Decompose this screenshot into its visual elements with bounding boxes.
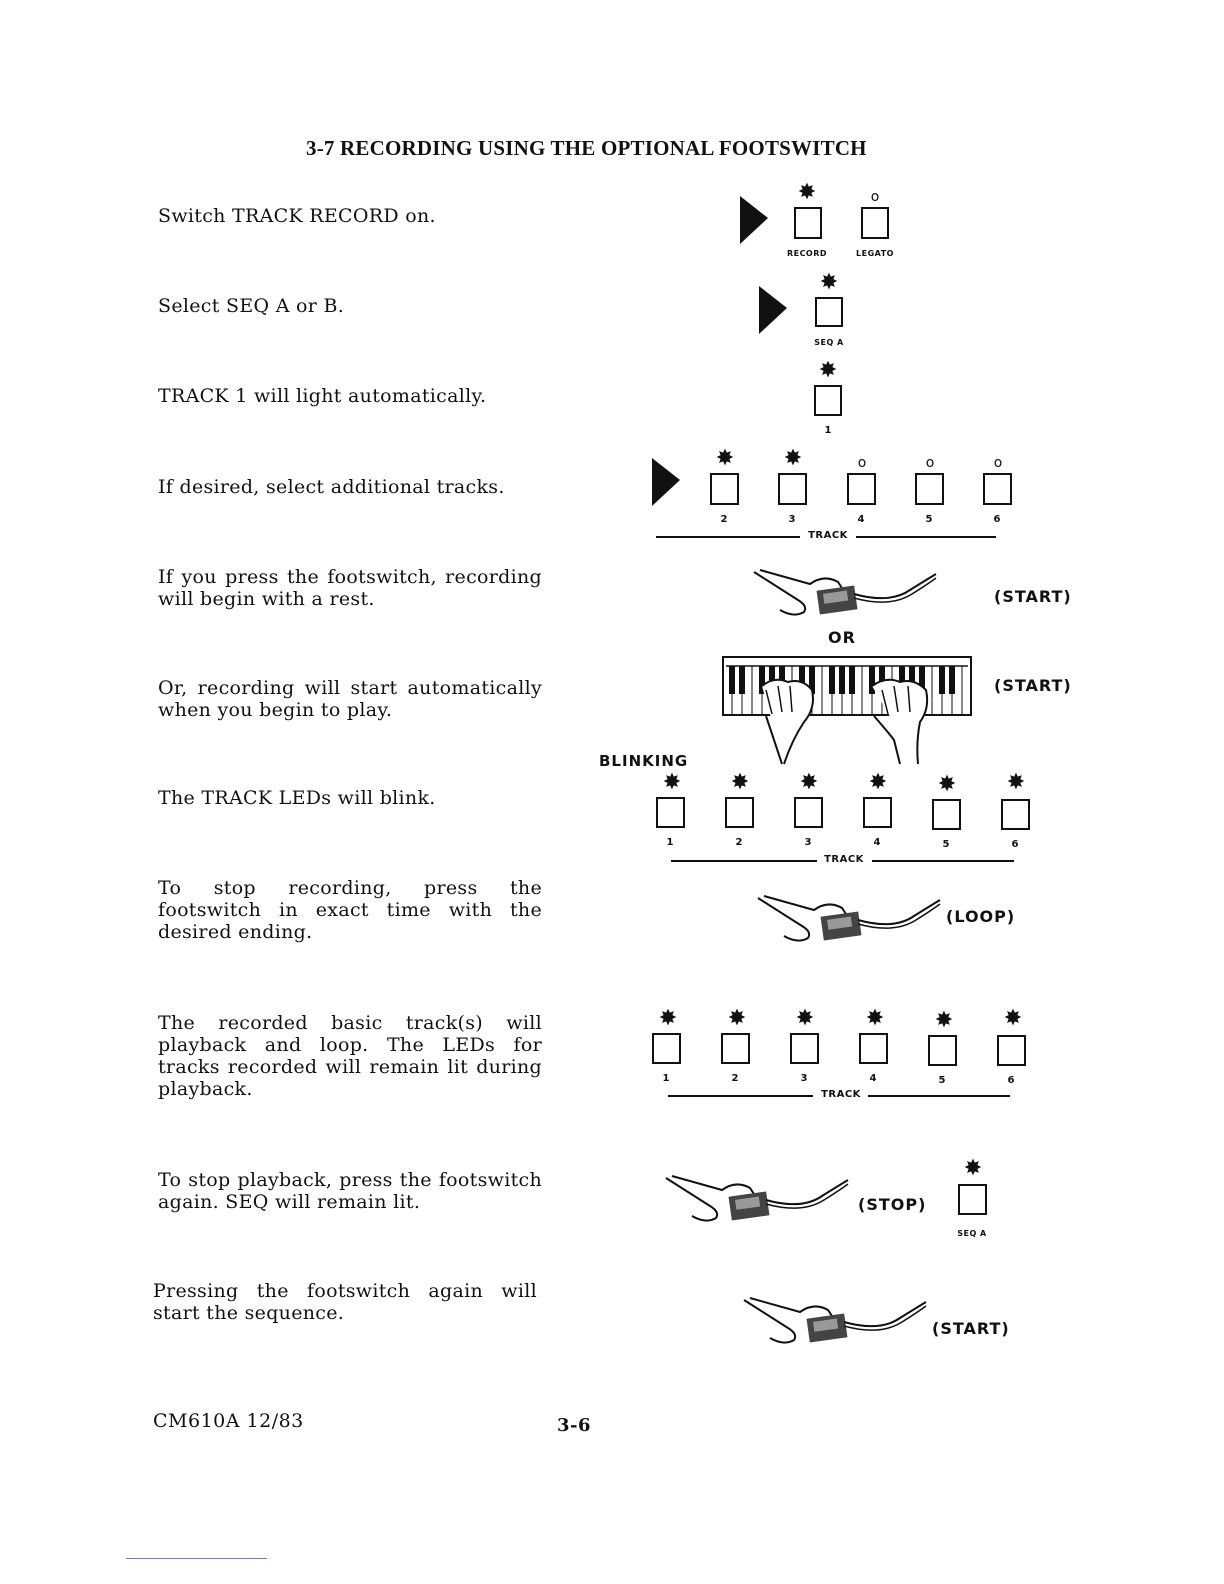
pointer-arrow-icon [650,456,682,508]
track-rule-left [656,536,800,538]
track-4-led: ✸ [865,1006,885,1031]
seq-a-label: SEQ A [814,338,844,347]
start-label: (START) [932,1319,1010,1338]
track-1-led: ✸ [818,358,838,383]
track-3-led: ✸ [795,1006,815,1031]
step-select-seq: Select SEQ A or B. [158,295,345,317]
track-6-button[interactable] [1001,799,1030,830]
track-5-led: o [925,455,935,471]
track-number: 3 [788,514,796,525]
track-2-led: ✸ [727,1006,747,1031]
track-rule-left [668,1095,813,1097]
footswitch-icon [754,890,944,950]
seq-a-led: ✸ [819,270,839,295]
track-number: 4 [857,514,865,525]
seq-a-button[interactable] [958,1184,987,1215]
page-title: 3-7 RECORDING USING THE OPTIONAL FOOTSWITCH [306,136,867,160]
seq-a-label: SEQ A [957,1229,987,1238]
track-1-button[interactable] [656,797,685,828]
track-5-button[interactable] [932,799,961,830]
track-number: 3 [804,837,812,848]
step-start-playing: Or, recording will start automatically when you begin to play. [158,677,542,721]
blinking-label: BLINKING [599,752,689,770]
track-3-button[interactable] [794,797,823,828]
legato-led: o [870,189,880,205]
pointer-arrow-icon [738,194,770,246]
document-id: CM610A 12/83 [153,1410,304,1432]
track-rule-left [671,860,817,862]
track-number: 2 [720,514,728,525]
track-number: 1 [662,1073,670,1084]
track-4-led: ✸ [868,770,888,795]
track-4-led: o [857,455,867,471]
track-5-led: ✸ [937,772,957,797]
track-number: 6 [1011,839,1019,850]
track-number: 1 [824,425,832,436]
step-stop-playback: To stop playback, press the footswitch again. SEQ will remain lit. [158,1169,542,1213]
start-label: (START) [994,676,1072,695]
pointer-arrow-icon [757,284,789,336]
step-footswitch-rest: If you press the footswitch, recording will begin with a rest. [158,566,542,610]
track-number: 3 [800,1073,808,1084]
step-playback-loop: The recorded basic track(s) will playback and loop. The LEDs for tracks recorded will remain lit during playback. [158,1012,542,1100]
keyboard-hands-icon [722,656,974,768]
step-track1-lights: TRACK 1 will light automatically. [158,385,487,407]
footswitch-icon [662,1170,852,1230]
track-number: 5 [942,839,950,850]
track-2-button[interactable] [725,797,754,828]
track-3-button[interactable] [778,473,807,505]
track-2-button[interactable] [721,1033,750,1064]
track-4-button[interactable] [847,473,876,505]
track-number: 1 [666,837,674,848]
legato-button[interactable] [861,207,889,239]
track-1-led: ✸ [662,770,682,795]
track-number: 2 [735,837,743,848]
page-number: 3-6 [557,1415,592,1436]
track-rule-right [868,1095,1010,1097]
footswitch-icon [740,1292,930,1352]
track-6-led: ✸ [1006,770,1026,795]
track-number: 6 [993,514,1001,525]
track-3-button[interactable] [790,1033,819,1064]
track-6-led: o [993,455,1003,471]
step-restart-sequence: Pressing the footswitch again will start the sequence. [153,1280,537,1324]
track-4-button[interactable] [859,1033,888,1064]
or-label: OR [828,628,856,647]
track-rule-right [856,536,996,538]
track-number: 5 [938,1075,946,1086]
track-label: TRACK [821,1089,861,1100]
track-label: TRACK [824,854,864,865]
track-3-led: ✸ [799,770,819,795]
track-3-led: ✸ [783,446,803,471]
track-number: 6 [1007,1075,1015,1086]
seq-a-led: ✸ [963,1156,983,1181]
track-6-button[interactable] [983,473,1012,505]
record-label: RECORD [786,249,828,258]
track-number: 4 [869,1073,877,1084]
record-led: ✸ [797,180,817,205]
footswitch-icon [750,564,940,624]
track-5-button[interactable] [928,1035,957,1066]
step-leds-blink: The TRACK LEDs will blink. [158,787,436,809]
start-label: (START) [994,587,1072,606]
track-label: TRACK [808,530,848,541]
seq-a-button[interactable] [815,297,843,327]
track-5-button[interactable] [915,473,944,505]
footer-rule [126,1558,267,1559]
step-additional-tracks: If desired, select additional tracks. [158,476,505,498]
track-rule-right [872,860,1014,862]
track-1-button[interactable] [814,385,842,416]
track-number: 2 [731,1073,739,1084]
track-number: 5 [925,514,933,525]
track-2-led: ✸ [730,770,750,795]
track-2-led: ✸ [715,446,735,471]
step-track-record: Switch TRACK RECORD on. [158,205,436,227]
track-1-button[interactable] [652,1033,681,1064]
legato-label: LEGATO [856,249,894,258]
loop-label: (LOOP) [946,907,1016,926]
track-6-led: ✸ [1003,1006,1023,1031]
track-2-button[interactable] [710,473,739,505]
track-6-button[interactable] [997,1035,1026,1066]
stop-label: (STOP) [858,1195,927,1214]
record-button[interactable] [794,207,822,239]
track-1-led: ✸ [658,1006,678,1031]
track-5-led: ✸ [934,1008,954,1033]
step-stop-recording: To stop recording, press the footswitch in exact time with the desired ending. [158,877,542,943]
track-4-button[interactable] [863,797,892,828]
track-number: 4 [873,837,881,848]
